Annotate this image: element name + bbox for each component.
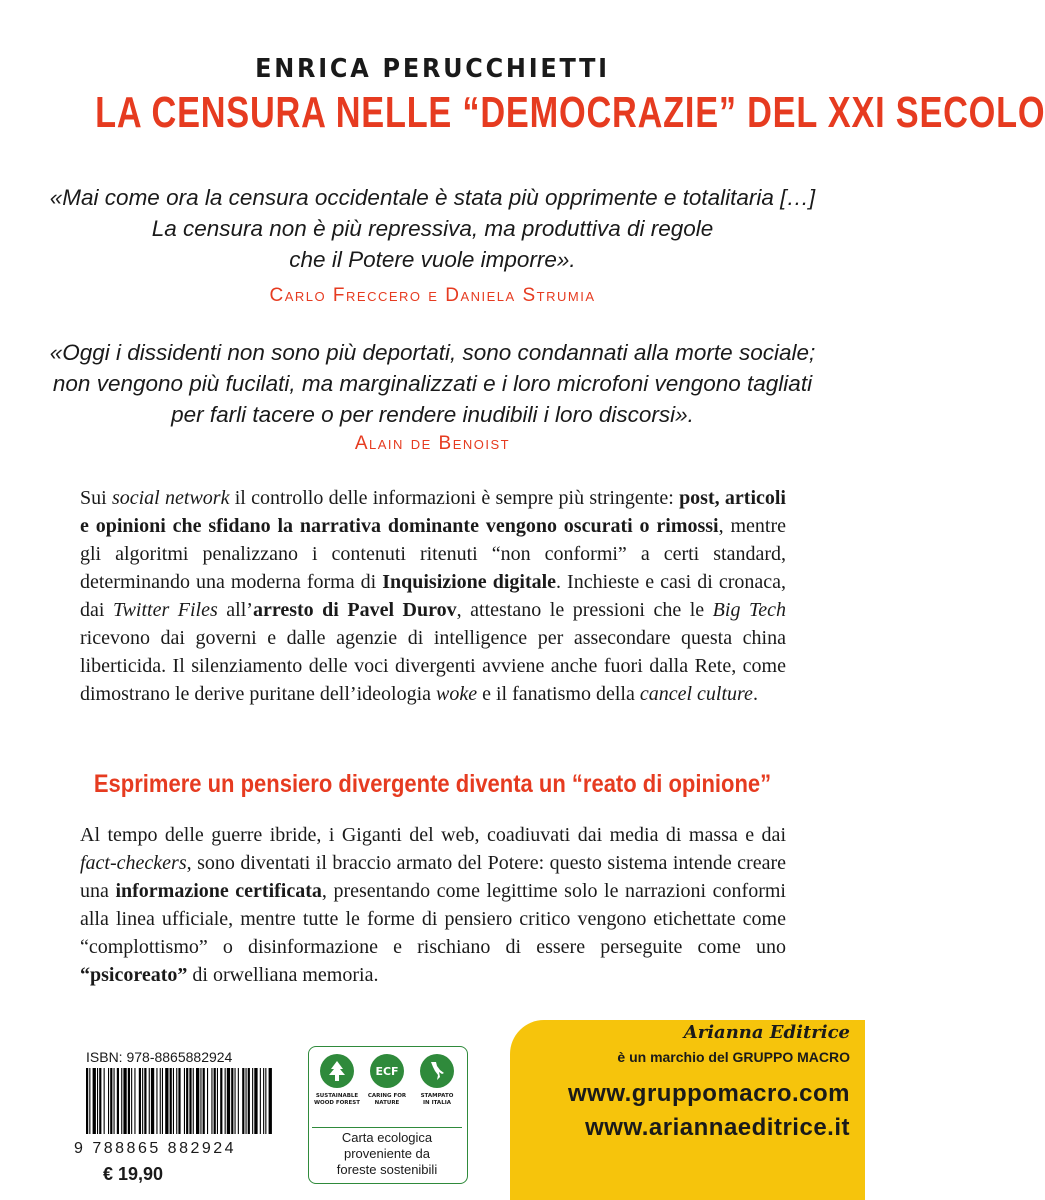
quote-line: «Oggi i dissidenti non sono più deportati, sono condannati alla morte sociale; [49,340,816,365]
barcode-bar [207,1068,208,1134]
isbn-label: ISBN: 978-8865882924 [86,1049,233,1065]
barcode-bar [149,1068,150,1134]
barcode-bar [144,1068,146,1134]
barcode-bar [142,1068,143,1134]
italic-run: fact-checkers [80,852,187,874]
barcode-bar [248,1068,250,1134]
italic-run: Big Tech [712,599,787,621]
text-run: il controllo delle informazioni è sempre più stringente: [229,487,680,509]
barcode-bar [254,1068,257,1134]
tree-icon [320,1054,354,1088]
eco-divider [312,1127,462,1128]
barcode-bar [178,1068,180,1134]
body-paragraph-2 [80,821,786,989]
text-run: . [752,683,758,705]
badge-label-line: SUSTAINABLE [315,1093,359,1099]
badge-label-line: NATURE [374,1100,400,1106]
barcode-bar [108,1068,109,1134]
barcode-bar [242,1068,244,1134]
barcode-bar [165,1068,168,1134]
barcode-bar [220,1068,222,1134]
quote-2 [40,337,825,430]
barcode-bar [160,1068,161,1134]
barcode-bar [134,1068,135,1134]
barcode-bar [86,1068,88,1134]
publisher-url-link[interactable]: www.ariannaeditrice.it [585,1114,850,1141]
author-name: ENRICA PERUCCHIETTI [255,54,610,84]
publisher-name: Arianna Editrice [683,1022,850,1043]
badge-label-line: CARING FOR [367,1093,407,1099]
quote-line: che il Potere vuole imporre». [289,247,576,272]
italic-run: cancel culture [639,683,753,705]
barcode-bar [193,1068,194,1134]
eco-note-line: proveniente da [343,1146,430,1161]
eco-badge-label [312,1093,362,1107]
barcode-bar [114,1068,115,1134]
text-run: , sono diventati il braccio armato del Potere: questo sistema intende creare una [80,852,786,902]
barcode-bar [203,1068,205,1134]
barcode-bar [121,1068,122,1134]
barcode-bar [93,1068,96,1134]
text-run: Al tempo delle guerre ibride, i Giganti del web, coadiuvati dai media di massa e dai [80,824,786,846]
badge-label-line: WOOD FOREST [313,1100,361,1106]
barcode-bar [225,1068,226,1134]
barcode-bar [186,1068,188,1134]
bold-run: post, articoli e opinioni che sfidano la narrativa dominante vengono oscurati o rimossi [80,487,786,537]
barcode-bar [184,1068,185,1134]
quote-attribution: Carlo Freccero e Daniela Strumia [269,285,596,306]
body-paragraph-1 [80,484,786,708]
quote-line: non vengono più fucilati, ma marginalizzati e i loro microfoni vengono tagliati [52,371,813,396]
barcode-bar [214,1068,216,1134]
text-run: , presentando come legittime solo le narrazioni conformi alla linea ufficiale, mentre tutte le forme di pensiero critico vengono etichettate come “complottismo” o disinformazione e rischiano di essere perseguite come uno [80,880,786,958]
text-run: , mentre gli algoritmi penalizzano i contenuti ritenuti “non conformi” a certi standard, determinando una moderna forma di [80,515,786,593]
bold-run: “psicoreato” [80,964,188,986]
barcode-bar [200,1068,201,1134]
barcode-bar [176,1068,177,1134]
barcode-bar [260,1068,261,1134]
italic-run: social network [111,487,230,509]
text-run: e il fanatismo della [477,683,640,705]
barcode-bar [97,1068,98,1134]
ecf-icon [370,1054,404,1088]
barcode-bar [139,1068,141,1134]
bold-run: informazione certificata [115,880,322,902]
publisher-subtitle: è un marchio del GRUPPO MACRO [617,1049,850,1065]
quote-line: per farli tacere o per rendere inudibili i loro discorsi». [171,402,694,427]
barcode-bar [89,1068,90,1134]
quote-attribution: Alain de Benoist [354,433,511,454]
barcode-bar [231,1068,233,1134]
barcode-bar [263,1068,264,1134]
barcode-bar [117,1068,119,1134]
barcode-digits: 9 788865 882924 [74,1140,237,1157]
text-run: all’ [217,599,253,621]
barcode-bar [173,1068,174,1134]
text-run: . Inchieste e casi di cronaca, dai [80,571,786,621]
quote-1 [40,182,825,275]
publisher-url-link[interactable]: www.gruppomacro.com [568,1080,850,1107]
book-title: LA CENSURA NELLE “DEMOCRAZIE” DEL XXI SECOLO [95,88,1045,137]
barcode-bar [110,1068,112,1134]
text-run: , attestano le pressioni che le [456,599,713,621]
barcode-bar [156,1068,157,1134]
barcode-bar [99,1068,101,1134]
section-subheading: Esprimere un pensiero divergente diventa un “reato di opinione” [93,770,772,798]
italy-map-icon [420,1054,454,1088]
publisher-panel [510,1020,865,1200]
barcode-bar [189,1068,191,1134]
barcode-bar [269,1068,272,1134]
text-run: di orwelliana memoria. [187,964,379,986]
barcode-bar [265,1068,266,1134]
barcode-bar [104,1068,105,1134]
eco-paper-note [308,1130,466,1178]
barcode-bar [123,1068,126,1134]
barcode-bar [227,1068,230,1134]
text-run: ricevono dai governi e dalle agenzie di intelligence per assecondare questa china liberticida. Il silenziamento delle voci divergenti avviene anche fuori dalla Rete, come dimostrano le derive puritane dell’ideologia [80,627,786,705]
barcode-bar [252,1068,253,1134]
italic-run: Twitter Files [112,599,218,621]
barcode [86,1068,271,1134]
barcode-bar [170,1068,172,1134]
barcode-bar [162,1068,163,1134]
eco-badge-label [362,1093,412,1107]
price: € 19,90 [103,1164,164,1184]
eco-note-line: foreste sostenibili [336,1162,438,1177]
bold-run: Inquisizione digitale [382,571,557,593]
badge-label-line: STAMPATO [420,1093,454,1099]
barcode-bar [151,1068,154,1134]
barcode-bar [211,1068,212,1134]
bold-run: arresto di Pavel Durov [252,599,457,621]
barcode-bar [196,1068,199,1134]
badge-label-line: IN ITALIA [423,1100,451,1106]
quote-line: «Mai come ora la censura occidentale è stata più opprimente e totalitaria […] [49,185,816,210]
barcode-bar [131,1068,132,1134]
barcode-bar [128,1068,130,1134]
quote-line: La censura non è più repressiva, ma produttiva di regole [151,216,714,241]
barcode-bar [217,1068,218,1134]
barcode-bar [235,1068,236,1134]
ecf-icon-text: ECF [375,1064,399,1078]
eco-note-line: Carta ecologica [341,1130,433,1145]
barcode-bar [238,1068,239,1134]
text-run: Sui [80,487,112,509]
eco-badge-label [412,1093,462,1107]
barcode-bar [246,1068,247,1134]
italic-run: woke [436,683,478,705]
